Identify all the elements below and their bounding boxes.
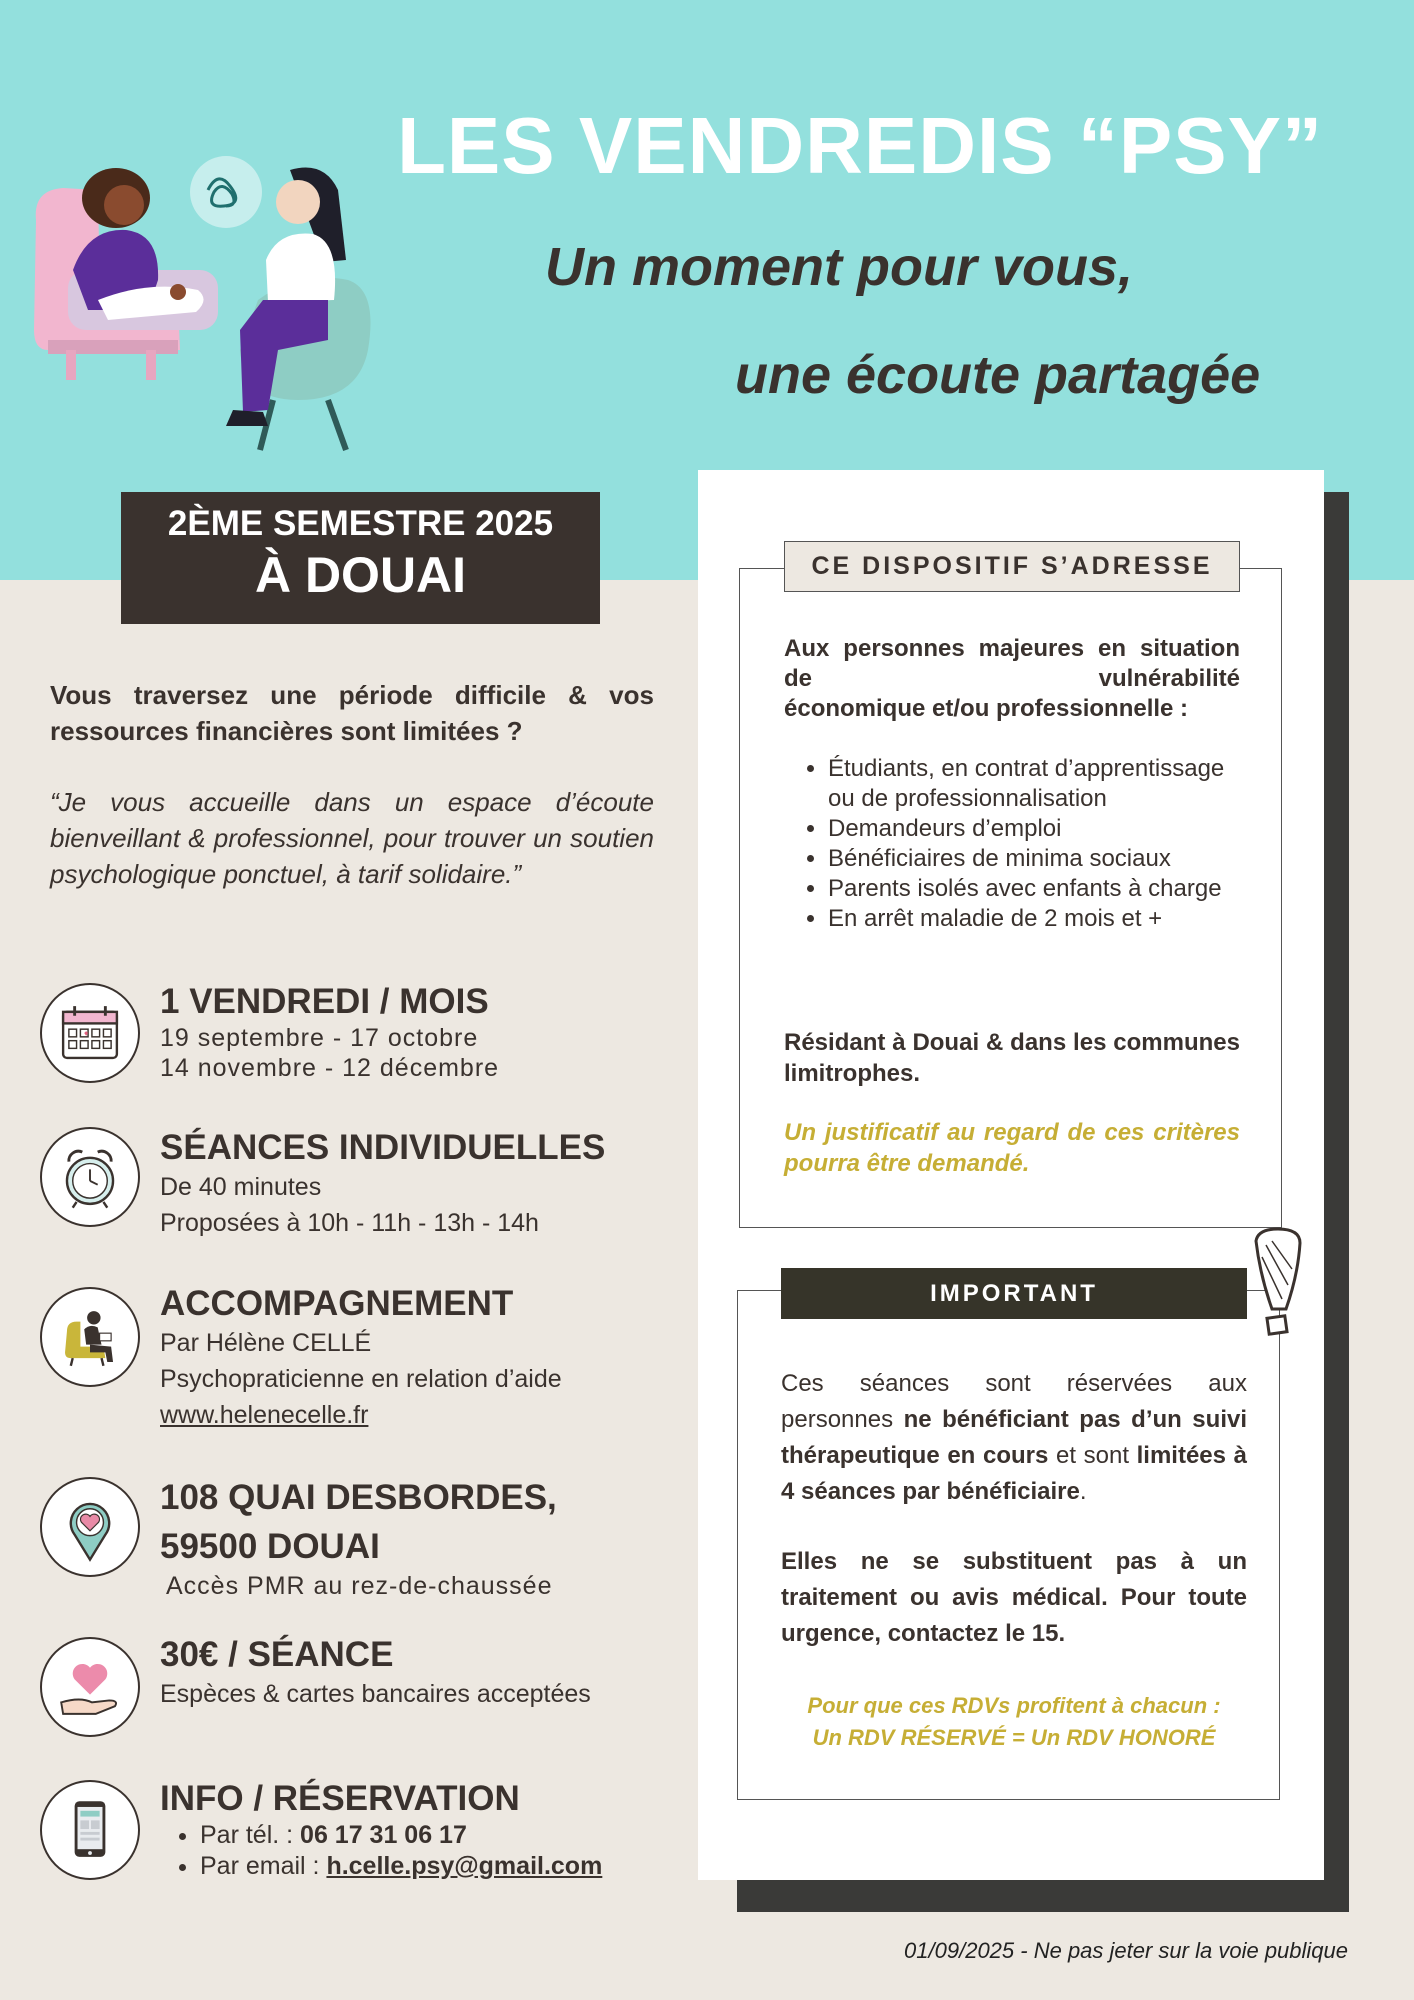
website-link[interactable]: www.helenecelle.fr: [160, 1401, 369, 1429]
note-line-1: Pour que ces RDVs profitent à chacun :: [807, 1693, 1221, 1718]
price-item: [40, 1637, 660, 1737]
email-line: • Par email : h.celle.psy@gmail.com: [200, 1851, 680, 1882]
address-heading-1: 108 QUAI DESBORDES,: [160, 1478, 557, 1517]
address-line-1: Accès PMR au rez-de-chaussée: [166, 1572, 553, 1600]
support-heading: ACCOMPAGNEMENT: [160, 1284, 514, 1323]
calendar-icon: [40, 983, 140, 1083]
price-heading: 30€ / SÉANCE: [160, 1635, 394, 1674]
intro-question: Vous traversez une période difficile & vos ressources financières sont limitées ?: [50, 680, 654, 746]
armchair-person-icon: [40, 1287, 140, 1387]
price-line-1: Espèces & cartes bancaires acceptées: [160, 1680, 591, 1708]
address-item: [40, 1477, 660, 1607]
list-item: • Parents isolés avec enfants à charge: [828, 874, 1240, 904]
audience-list: [784, 754, 1240, 934]
sessions-item: [40, 1127, 660, 1237]
dates-item: [40, 983, 660, 1093]
important-paragraph-2: Elles ne se substituent pas à un traitement ou avis médical. Pour toute urgence, contactez le 15.: [781, 1548, 1247, 1647]
proof-text: Un justificatif au regard de ces critères pourra être demandé.: [784, 1119, 1240, 1177]
list-item: • En arrêt maladie de 2 mois et +: [828, 904, 1240, 934]
sessions-line-1: De 40 minutes: [160, 1173, 322, 1201]
intro-quote: “Je vous accueille dans un espace d’écoute bienveillant & professionnel, pour trouver un soutien psychologique ponctuel, à tarif solidaire.”: [50, 787, 654, 889]
page-title: LES VENDREDIS “PSY”: [397, 101, 1323, 190]
address-heading-2: 59500 DOUAI: [160, 1527, 380, 1566]
audience-title: CE DISPOSITIF S’ADRESSE: [784, 541, 1240, 592]
dates-line-2: 14 novembre - 12 décembre: [160, 1054, 500, 1082]
support-item: [40, 1284, 660, 1429]
exclamation-icon: [1248, 1225, 1308, 1345]
support-line-2: Psychopraticienne en relation d’aide: [160, 1365, 562, 1393]
subtitle-line-1: Un moment pour vous,: [545, 237, 1134, 297]
therapy-session-illustration: [28, 150, 388, 470]
important-title: IMPORTANT: [781, 1268, 1247, 1319]
semester-badge: [121, 492, 600, 624]
list-item: • Bénéficiaires de minima sociaux: [828, 844, 1240, 874]
city-label: À DOUAI: [254, 547, 467, 603]
phone-line: • Par tél. : 06 17 31 06 17: [200, 1820, 680, 1851]
sessions-line-2: Proposées à 10h - 11h - 13h - 14h: [160, 1209, 539, 1237]
heart-hand-icon: [40, 1637, 140, 1737]
location-heart-icon: [40, 1477, 140, 1577]
sessions-heading: SÉANCES INDIVIDUELLES: [160, 1128, 606, 1167]
dates-line-1: 19 septembre - 17 octobre: [160, 1024, 479, 1052]
contact-item: [40, 1780, 660, 1890]
important-note: [781, 1690, 1247, 1754]
support-line-1: Par Hélène CELLÉ: [160, 1329, 372, 1357]
audience-intro: Aux personnes majeures en situation de vulnérabilité économique et/ou professionnelle :: [784, 635, 1240, 722]
smartphone-icon: [40, 1780, 140, 1880]
contact-heading: INFO / RÉSERVATION: [160, 1779, 520, 1818]
list-item: • Étudiants, en contrat d’apprentissage ou de professionnalisation: [828, 754, 1240, 814]
residence-text: Résidant à Douai & dans les communes limitrophes.: [784, 1029, 1240, 1087]
note-line-2: Un RDV RÉSERVÉ = Un RDV HONORÉ: [812, 1725, 1216, 1750]
phone-number[interactable]: 06 17 31 06 17: [300, 1821, 467, 1849]
important-paragraph-1: Ces séances sont réservées aux personnes ne bénéficiant pas d’un suivi thérapeutique en cours et sont limitées à 4 séances par bénéficiaire.: [781, 1370, 1247, 1505]
footer-text: 01/09/2025 - Ne pas jeter sur la voie publique: [904, 1938, 1348, 1963]
email-link[interactable]: h.celle.psy@gmail.com: [326, 1852, 603, 1880]
alarm-clock-icon: [40, 1127, 140, 1227]
dates-heading: 1 VENDREDI / MOIS: [160, 982, 489, 1021]
subtitle-line-2: une écoute partagée: [735, 345, 1261, 405]
list-item: • Demandeurs d’emploi: [828, 814, 1240, 844]
semester-label: 2ÈME SEMESTRE 2025: [167, 504, 554, 543]
